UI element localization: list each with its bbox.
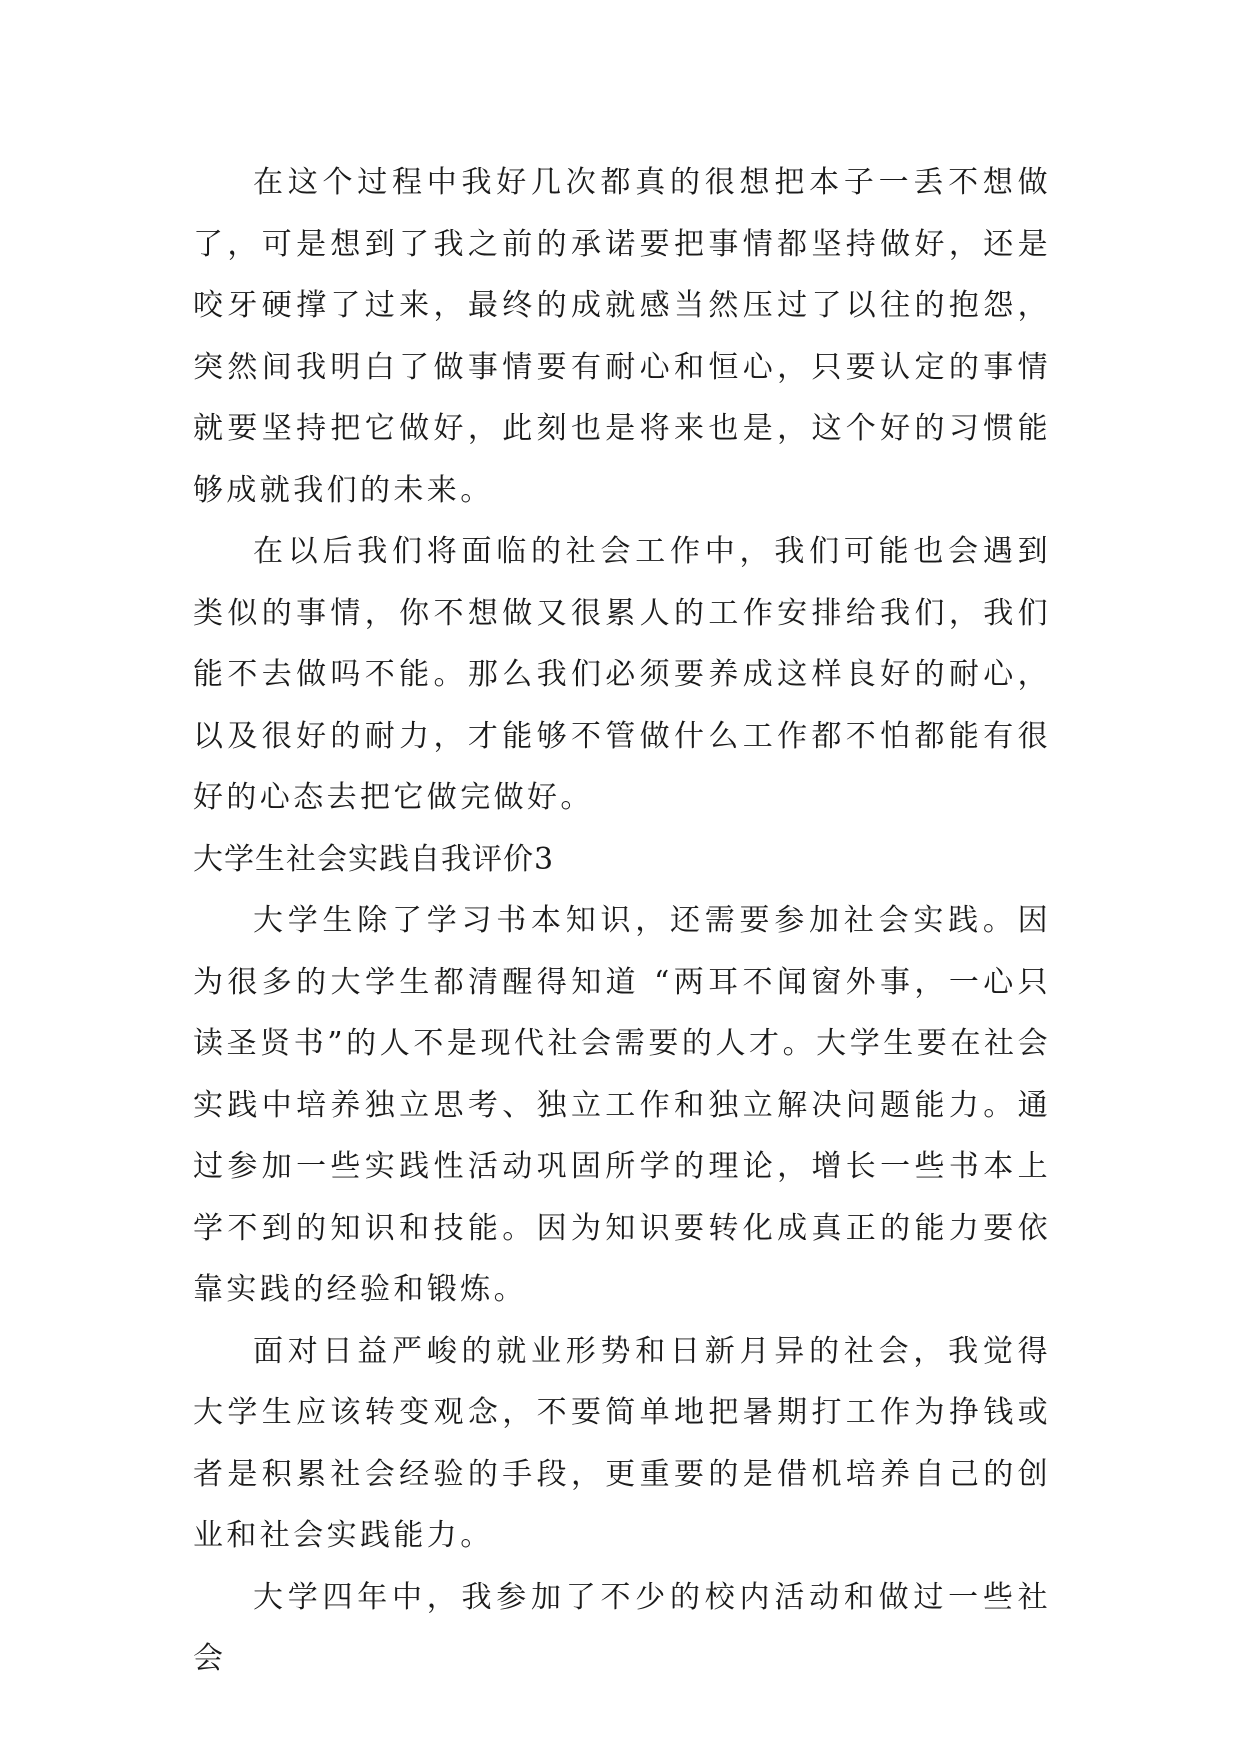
paragraph-employment: 面对日益严峻的就业形势和日新月异的社会，我觉得大学生应该转变观念，不要简单地把暑期打工作为挣钱或者是积累社会经验的手段，更重要的是借机培养自己的创业和社会实践能力。 bbox=[193, 1333, 1051, 1553]
document-body bbox=[193, 152, 1051, 1690]
paragraph-future-work: 在以后我们将面临的社会工作中，我们可能也会遇到类似的事情，你不想做又很累人的工作安排给我们，我们能不去做吗不能。那么我们必须要养成这样良好的耐心，以及很好的耐力，才能够不管做什么工作都不怕都能有很好的心态去把它做完做好。 bbox=[193, 534, 1051, 815]
paragraph-social-practice: 大学生除了学习书本知识，还需要参加社会实践。因为很多的大学生都清醒得知道 “两耳不闻窗外事，一心只读圣贤书”的人不是现代社会需要的人才。大学生要在社会实践中培养独立思考、独立工作和独立解决问题能力。通过参加一些实践性活动巩固所学的理论，增长一些书本上学不到的知识和技能。因为知识要转化成真正的能力要依靠实践的经验和锻炼。 bbox=[193, 903, 1051, 1307]
paragraph-perseverance: 在这个过程中我好几次都真的很想把本子一丢不想做了，可是想到了我之前的承诺要把事情都坚持做好，还是咬牙硬撑了过来，最终的成就感当然压过了以往的抱怨，突然间我明白了做事情要有耐心和恒心，只要认定的事情就要坚持把它做好，此刻也是将来也是，这个好的习惯能够成就我们的未来。 bbox=[193, 165, 1051, 508]
paragraph-four-years: 大学四年中，我参加了不少的校内活动和做过一些社会 bbox=[193, 1579, 1051, 1676]
section-heading: 大学生社会实践自我评价3 bbox=[193, 841, 555, 877]
